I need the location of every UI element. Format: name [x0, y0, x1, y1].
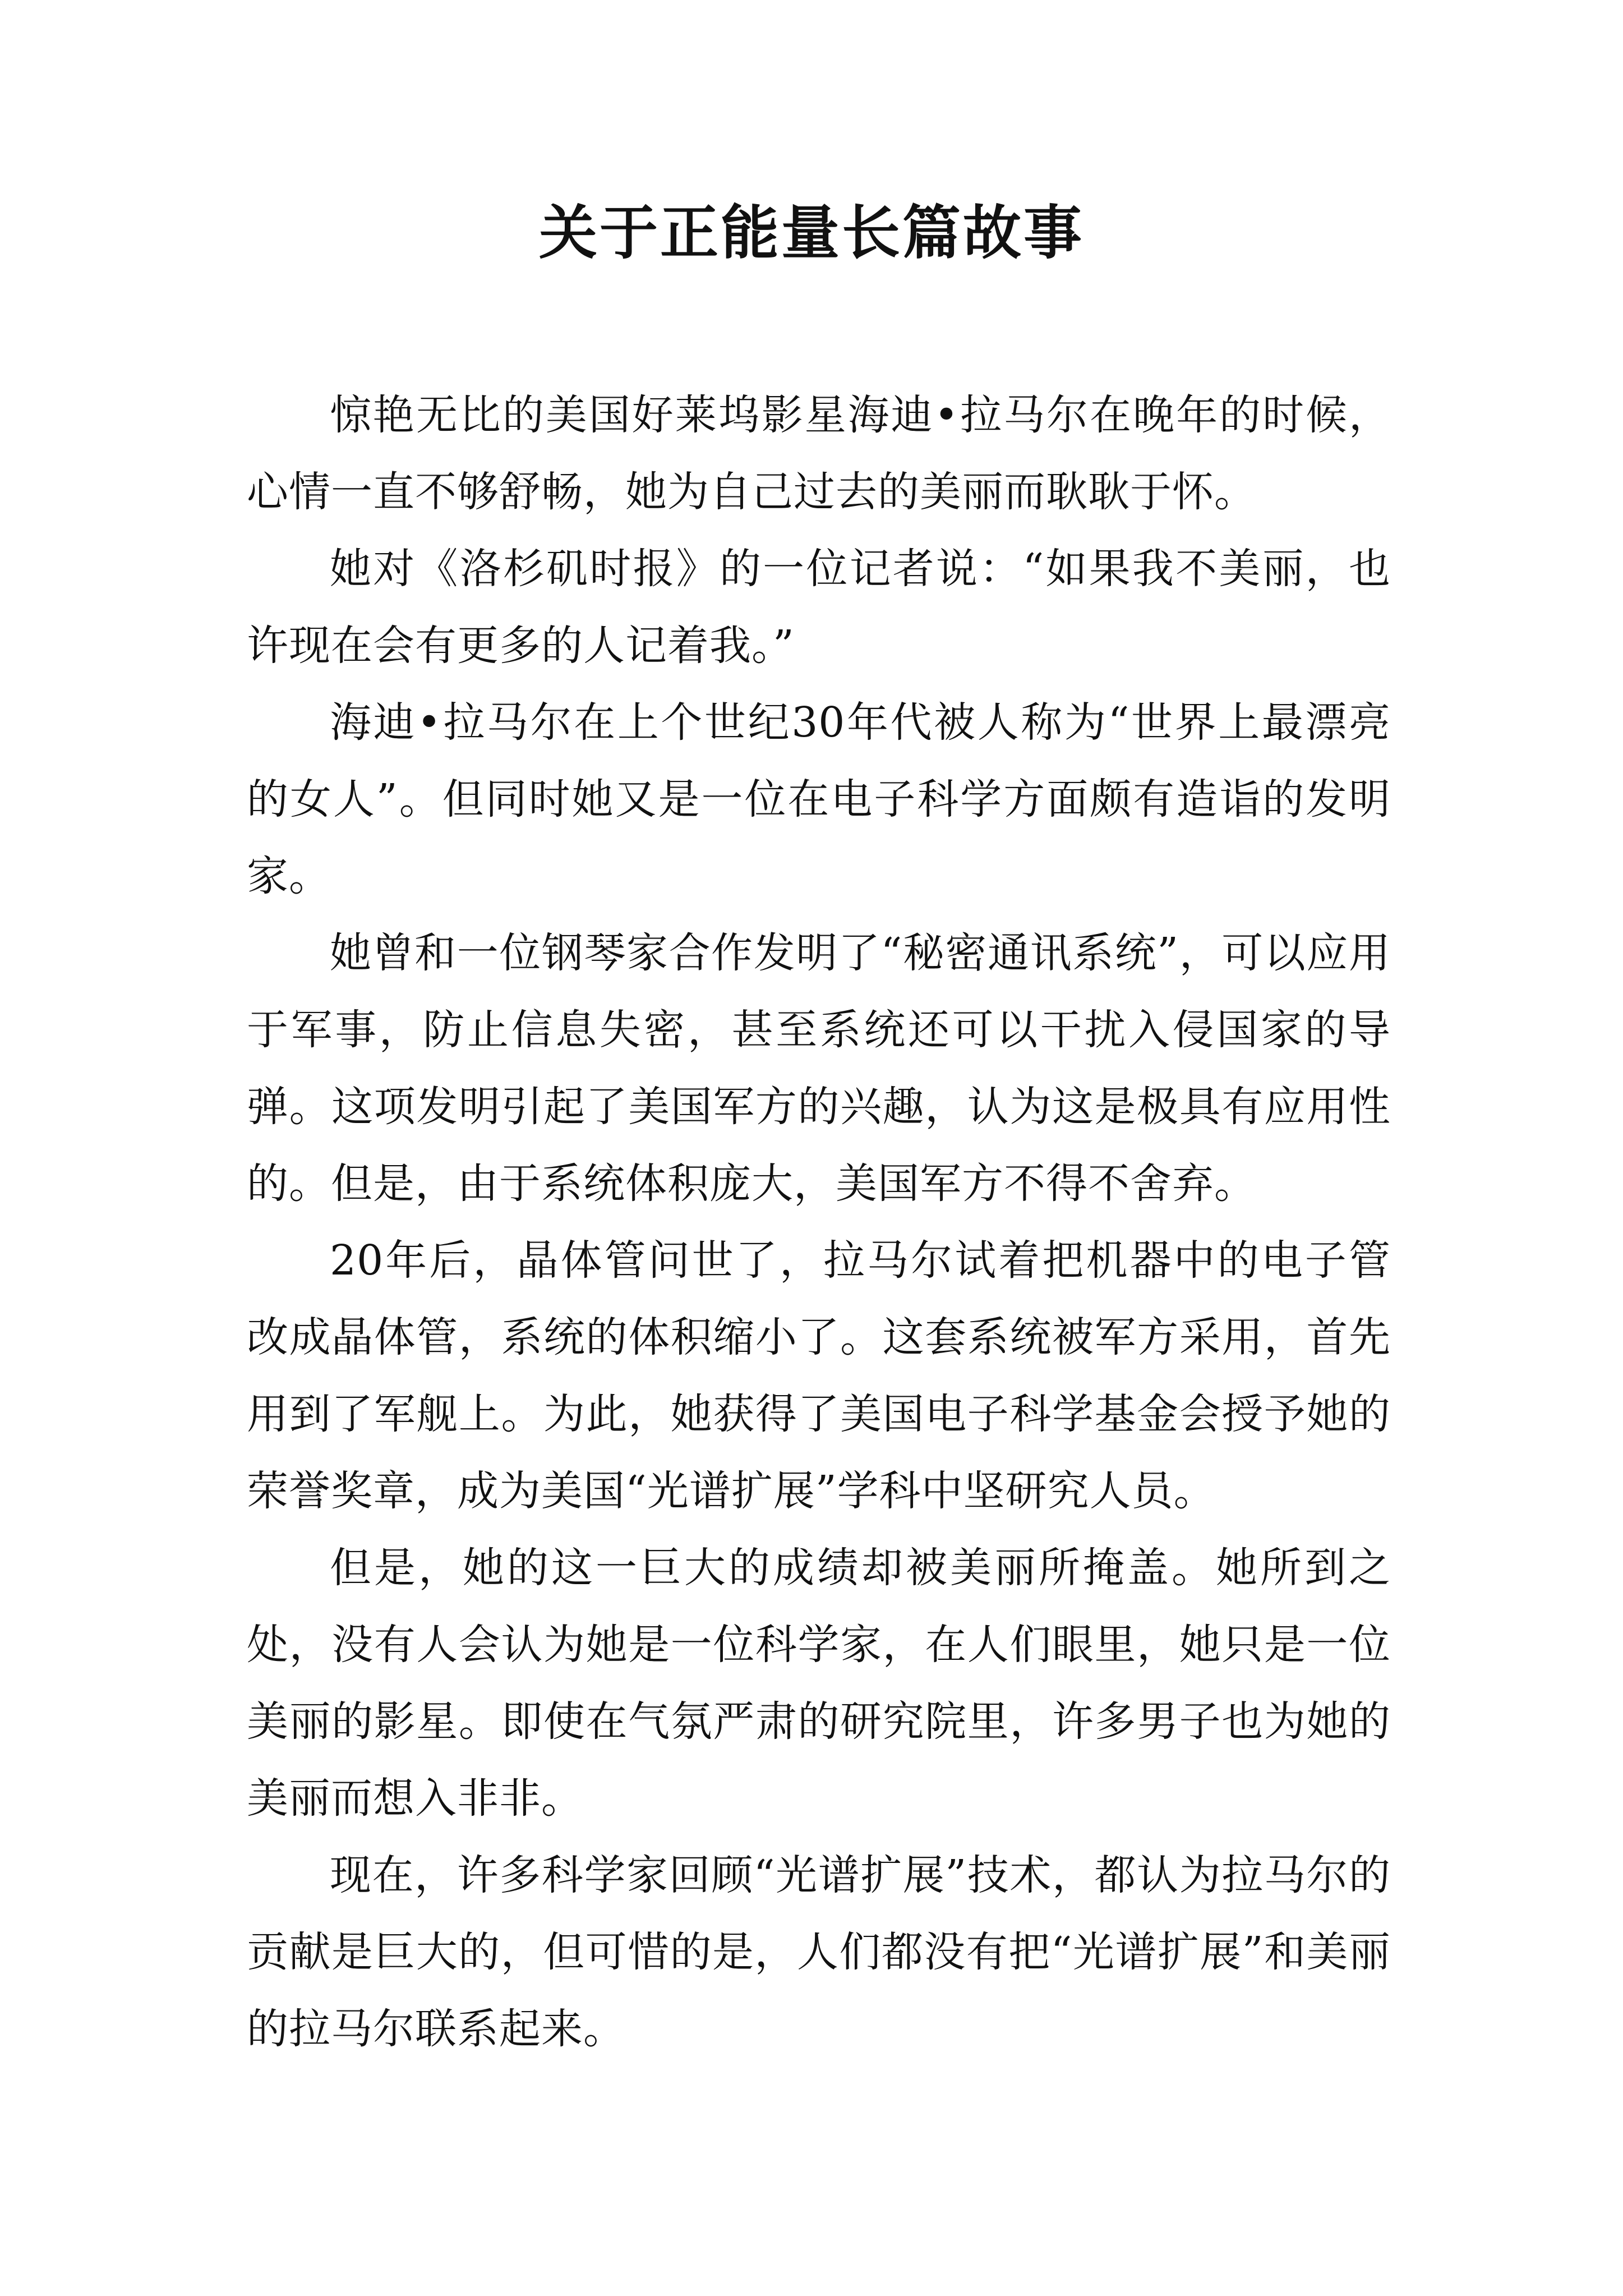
paragraph: 惊艳无比的美国好莱坞影星海迪•拉马尔在晚年的时候，心情一直不够舒畅，她为自己过去的美丽而耿耿于怀。 — [247, 391, 1391, 516]
paragraph: 她对《洛杉矶时报》的一位记者说：“如果我不美丽，也许现在会有更多的人记着我。” — [247, 545, 1391, 670]
paragraph: 海迪•拉马尔在上个世纪30年代被人称为“世界上最漂亮的女人”。但同时她又是一位在电子科学方面颇有造诣的发明家。 — [247, 698, 1391, 900]
document-title: 关于正能量长篇故事 — [538, 198, 1084, 267]
paragraph: 20年后，晶体管问世了，拉马尔试着把机器中的电子管改成晶体管，系统的体积缩小了。这套系统被军方采用，首先用到了军舰上。为此，她获得了美国电子科学基金会授予她的荣誉奖章，成为美国“光谱扩展”学科中坚研究人员。 — [247, 1236, 1391, 1515]
paragraph: 她曾和一位钢琴家合作发明了“秘密通讯系统”，可以应用于军事，防止信息失密，甚至系统还可以干扰入侵国家的导弹。这项发明引起了美国军方的兴趣，认为这是极具有应用性的。但是，由于系统体积庞大，美国军方不得不舍弃。 — [247, 929, 1391, 1208]
paragraph: 但是，她的这一巨大的成绩却被美丽所掩盖。她所到之处，没有人会认为她是一位科学家，在人们眼里，她只是一位美丽的影星。即使在气氛严肃的研究院里，许多男子也为她的美丽而想入非非。 — [247, 1544, 1391, 1823]
document-body — [247, 377, 1391, 2068]
paragraph: 现在，许多科学家回顾“光谱扩展”技术，都认为拉马尔的贡献是巨大的，但可惜的是，人们都没有把“光谱扩展”和美丽的拉马尔联系起来。 — [247, 1851, 1391, 2053]
